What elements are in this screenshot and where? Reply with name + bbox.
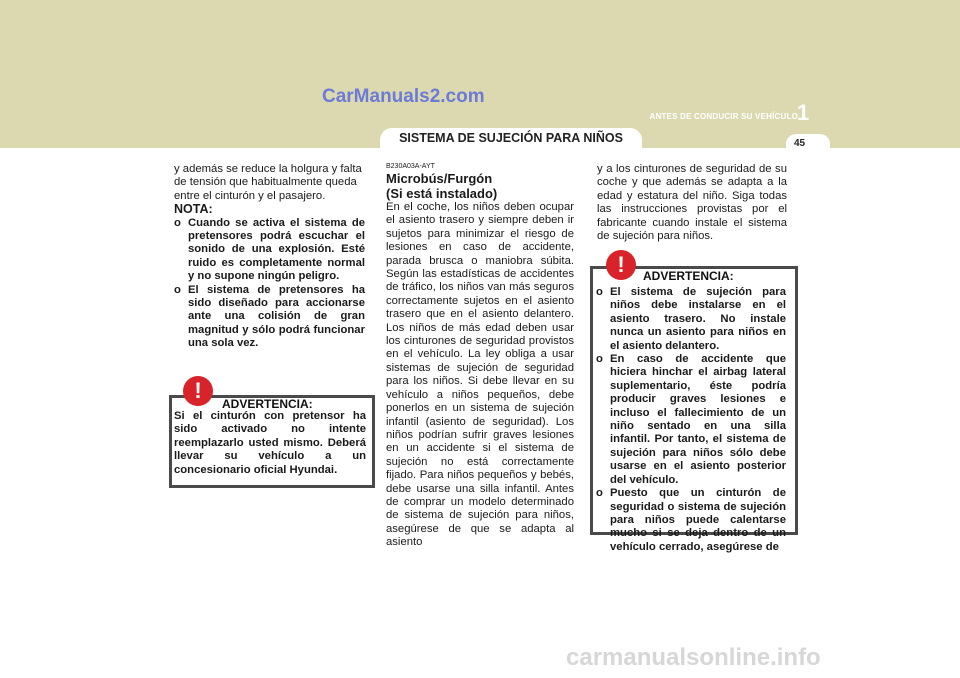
section-code: B230A03A-AYT: [386, 163, 435, 170]
chapter-number: 1: [797, 100, 810, 125]
column-1: [174, 163, 365, 351]
list-item: o El sistema de pretensores ha sido diseñado para accionarse ante una colisión de gran magnitud y sólo podrá funcionar una sola vez.: [174, 283, 365, 350]
page-number-tab: [786, 134, 830, 156]
warning-title-2: ADVERTENCIA:: [643, 269, 734, 283]
col3-intro: y a los cinturones de seguridad de su coche y que además se adapta a la edad y estatura del niño. Siga todas las instrucciones provistas por el fabricante cuando instale el sistema de sujeción para niños.: [597, 163, 787, 243]
list-item: o El sistema de sujeción para niños debe instalarse en el asiento trasero. No instale nunca un asiento para niños en el asiento delantero.: [596, 286, 786, 352]
header-band: [0, 0, 960, 148]
subsection-heading: Microbús/Furgón (Si está instalado): [386, 171, 498, 201]
page-number: 45: [794, 138, 806, 149]
warning-text-1: Si el cinturón con pretensor ha sido activado no intente reemplazarlo usted mismo. Deberá llevar su vehículo a un concesionario oficial Hyundai.: [174, 410, 366, 476]
warning-icon: !: [183, 376, 213, 406]
column-2: [386, 163, 574, 550]
warning-title-1: ADVERTENCIA:: [222, 397, 313, 411]
nota-title: NOTA:: [174, 202, 213, 217]
section-title: SISTEMA DE SUJECIÓN PARA NIÑOS: [399, 131, 623, 145]
site-logo[interactable]: CarManuals2.com: [322, 86, 485, 107]
footer-watermark: carmanualsonline.info: [566, 644, 821, 671]
warning-list-2: [596, 286, 786, 554]
list-item: o En caso de accidente que hiciera hinchar el airbag lateral suplementario, éste podría producir graves lesiones e incluso el fallecimiento de un niño sentado en una silla infantil. Por tanto, el sistema de sujeción para niños sólo debe usarse en el asiento posterior del vehículo.: [596, 353, 786, 486]
nota-list: [174, 217, 365, 351]
chapter-title: ANTES DE CONDUCIR SU VEHÍCULO: [649, 112, 798, 121]
col1-intro: y además se reduce la holgura y falta de tensión que habitualmente queda entre el cinturón y el pasajero.: [174, 163, 362, 202]
col2-body: En el coche, los niños deben ocupar el asiento trasero y siempre deben ir sujetos para minimizar el riesgo de lesiones en caso de accidente, parada brusca o maniobra súbita. Según las estadísticas de accidentes de tráfico, los niños van más seguros correctamente sujetos en el asiento trasero que en el asiento delantero. Los niños de más edad deben usar los cinturones de seguridad provistos en el vehículo. La ley obliga a usar sistemas de sujeción de seguridad para los niños. Si debe llevar en su vehículo a niños pequeños, debe ponerlos en un sistema de sujeción infantil (asiento de seguridad). Los niños podrían sufrir graves lesiones en un accidente si el sistema de sujeción no está correctamente fijado. Para niños pequeños y bebés, debe usarse una silla infantil. Antes de comprar un modelo determinado de sistema de sujeción para niños, asegúrese de que se adapta al asiento: [386, 201, 574, 549]
list-item: o Cuando se activa el sistema de pretensores podrá escuchar el sonido de una explosión. Esté ruido es completamente normal y no supone ningún peligro.: [174, 216, 365, 283]
list-item: o Puesto que un cinturón de seguridad o sistema de sujeción para niños puede calentarse mucho si se deja dentro de un vehículo cerrado, asegúrese de: [596, 487, 786, 553]
column-3: [597, 163, 787, 243]
warning-icon: !: [606, 250, 636, 280]
